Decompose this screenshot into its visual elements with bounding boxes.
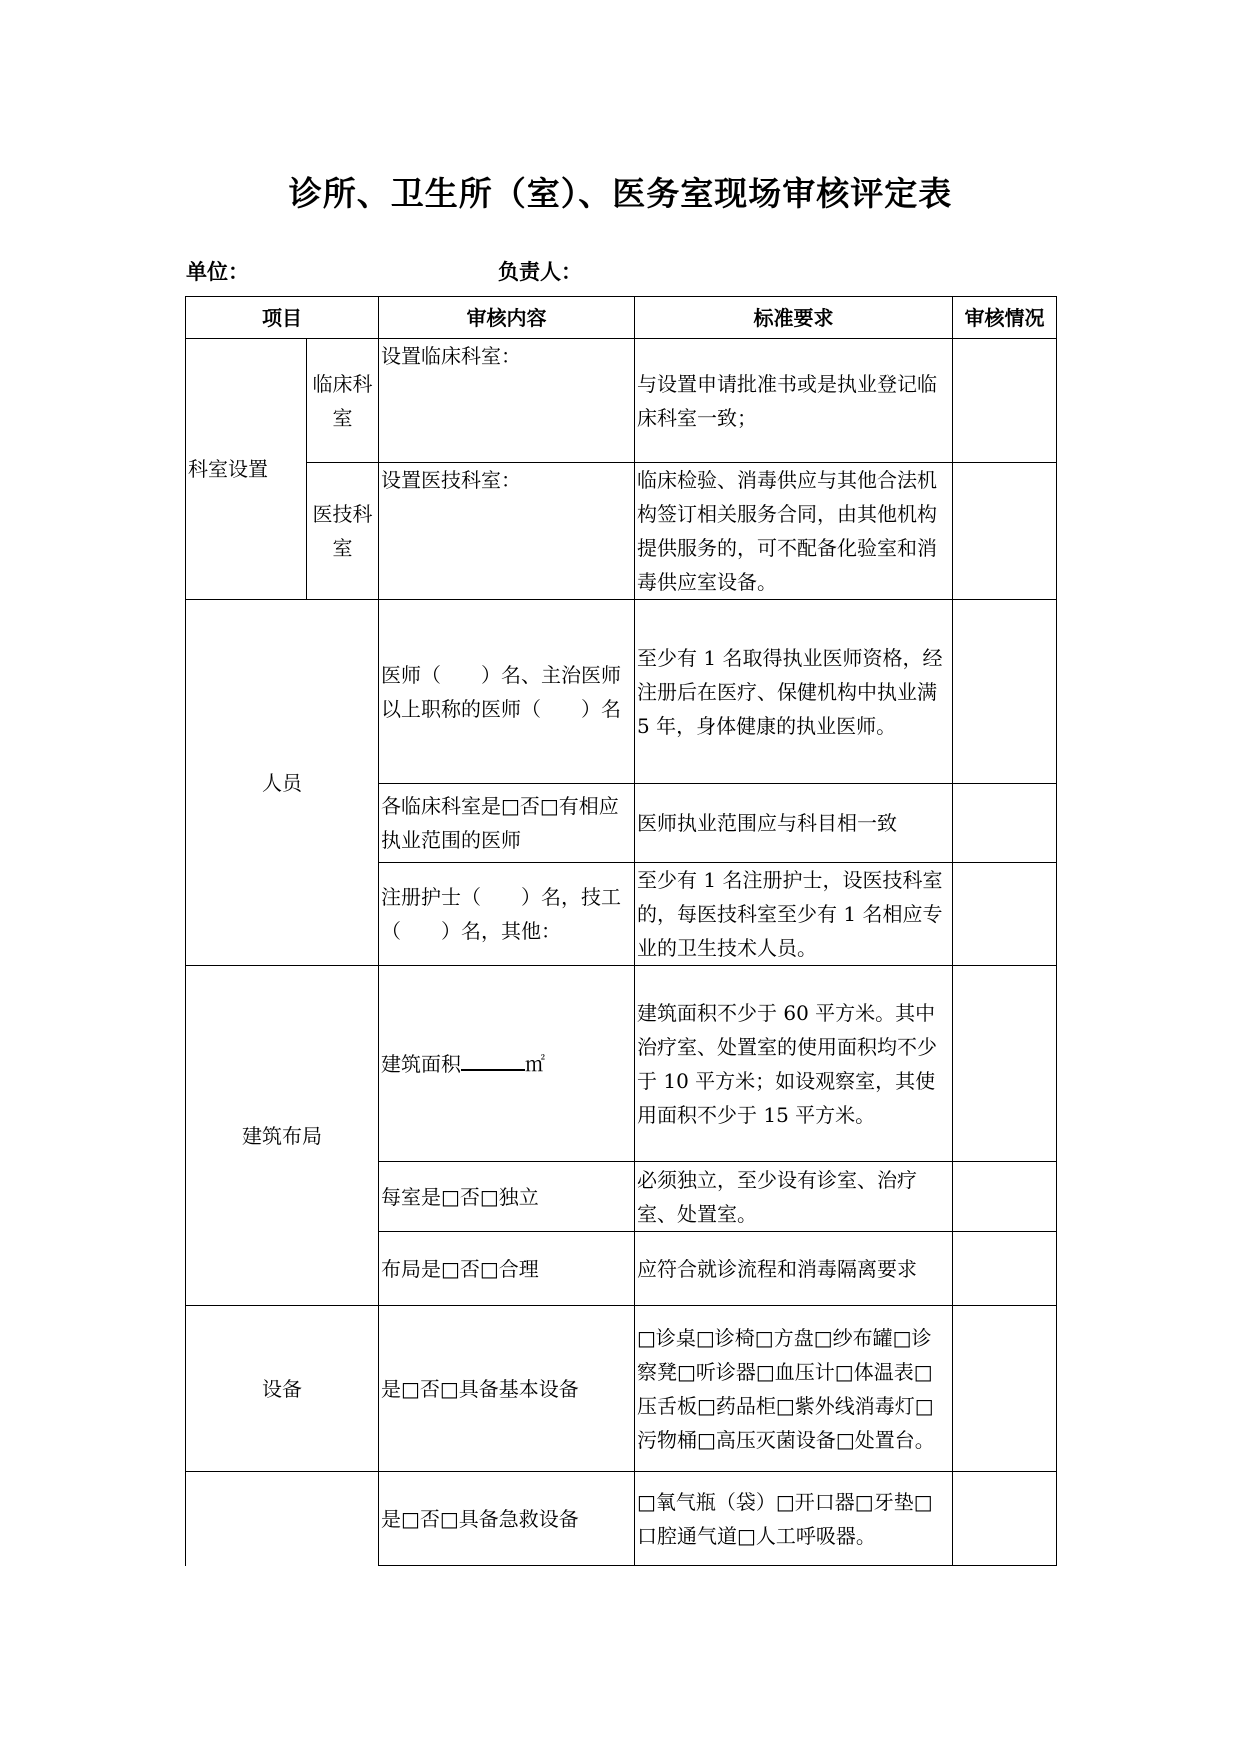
standard-cell: □氧气瓶（袋）□开口器□牙垫□口腔通气道□人工呼吸器。 xyxy=(635,1472,953,1566)
subcategory-clinical: 临床科室 xyxy=(307,339,379,463)
category-equipment: 设备 xyxy=(186,1306,379,1472)
category-staff: 人员 xyxy=(186,600,379,966)
content-cell: 设置医技科室： xyxy=(379,463,635,600)
status-cell[interactable] xyxy=(953,966,1057,1162)
standard-cell: 临床检验、消毒供应与其他合法机构签订相关服务合同，由其他机构提供服务的，可不配备化验室和消毒供应室设备。 xyxy=(635,463,953,600)
content-cell: 布局是□否□合理 xyxy=(379,1232,635,1306)
category-building: 建筑布局 xyxy=(186,966,379,1306)
table-header-row xyxy=(186,297,1057,339)
header-standard: 标准要求 xyxy=(635,297,953,339)
content-cell: 注册护士（ ）名，技工（ ）名，其他： xyxy=(379,863,635,966)
header-status: 审核情况 xyxy=(953,297,1057,339)
unit-label: 单位： xyxy=(186,260,249,284)
standard-cell: 至少有 1 名取得执业医师资格，经注册后在医疗、保健机构中执业满 5 年，身体健康的执业医师。 xyxy=(635,600,953,784)
content-cell xyxy=(379,966,635,1162)
table-row xyxy=(186,1306,1057,1472)
table-row xyxy=(186,463,1057,600)
page-title: 诊所、卫生所（室）、医务室现场审核评定表 xyxy=(288,174,953,213)
table-row xyxy=(186,1472,1057,1566)
status-cell[interactable] xyxy=(953,339,1057,463)
status-cell[interactable] xyxy=(953,1162,1057,1232)
table-row xyxy=(186,600,1057,784)
status-cell[interactable] xyxy=(953,600,1057,784)
category-empty xyxy=(186,1472,379,1566)
status-cell[interactable] xyxy=(953,1306,1057,1472)
content-cell: 是□否□具备基本设备 xyxy=(379,1306,635,1472)
area-unit: ㎡ xyxy=(525,1051,545,1076)
table-row xyxy=(186,339,1057,463)
standard-cell: 建筑面积不少于 60 平方米。其中治疗室、处置室的使用面积均不少于 10 平方米；如设观察室，其使用面积不少于 15 平方米。 xyxy=(635,966,953,1162)
review-table xyxy=(185,296,1057,1566)
status-cell[interactable] xyxy=(953,1472,1057,1566)
area-blank[interactable] xyxy=(461,1051,525,1071)
subcategory-medtech: 医技科室 xyxy=(307,463,379,600)
status-cell[interactable] xyxy=(953,1232,1057,1306)
header-content: 审核内容 xyxy=(379,297,635,339)
standard-cell: 与设置申请批准书或是执业登记临床科室一致； xyxy=(635,339,953,463)
standard-cell: 医师执业范围应与科目相一致 xyxy=(635,784,953,863)
table-row xyxy=(186,966,1057,1162)
area-label: 建筑面积 xyxy=(381,1051,461,1076)
standard-cell: 必须独立，至少设有诊室、治疗室、处置室。 xyxy=(635,1162,953,1232)
standard-cell: 应符合就诊流程和消毒隔离要求 xyxy=(635,1232,953,1306)
standard-cell: 至少有 1 名注册护士，设医技科室的，每医技科室至少有 1 名相应专业的卫生技术人员。 xyxy=(635,863,953,966)
status-cell[interactable] xyxy=(953,784,1057,863)
owner-label: 负责人： xyxy=(498,260,582,284)
content-cell: 各临床科室是□否□有相应执业范围的医师 xyxy=(379,784,635,863)
category-dept: 科室设置 xyxy=(186,339,307,600)
content-cell: 每室是□否□独立 xyxy=(379,1162,635,1232)
content-cell: 设置临床科室： xyxy=(379,339,635,463)
status-cell[interactable] xyxy=(953,863,1057,966)
content-cell: 医师（ ）名、主治医师以上职称的医师（ ）名 xyxy=(379,600,635,784)
status-cell[interactable] xyxy=(953,463,1057,600)
header-item: 项目 xyxy=(186,297,379,339)
content-cell: 是□否□具备急救设备 xyxy=(379,1472,635,1566)
standard-cell: □诊桌□诊椅□方盘□纱布罐□诊察凳□听诊器□血压计□体温表□压舌板□药品柜□紫外线消毒灯□污物桶□高压灭菌设备□处置台。 xyxy=(635,1306,953,1472)
